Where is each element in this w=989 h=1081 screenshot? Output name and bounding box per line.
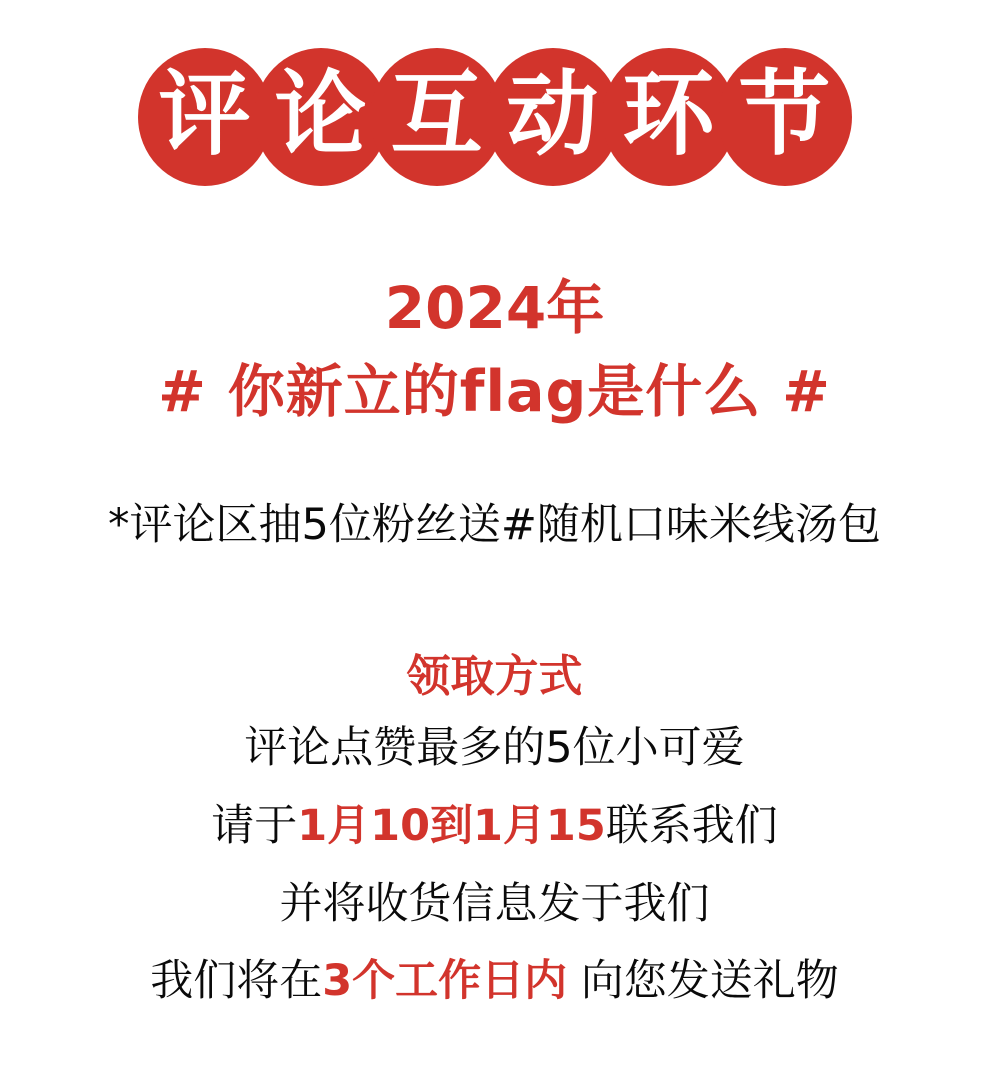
title-circle — [138, 48, 272, 186]
title-badge — [0, 48, 989, 186]
claim-line-delivery — [0, 954, 989, 1008]
claim-line2-prefix: 请于 — [211, 801, 298, 851]
claim-line-winners: 评论点赞最多的5位小可爱 — [244, 723, 745, 773]
title-circle — [602, 48, 736, 186]
claim-method-heading: 领取方式 — [406, 651, 583, 702]
highlight-date-range: 1月10到1月15 — [297, 801, 606, 851]
claim-line4-prefix: 我们将在 — [150, 956, 323, 1006]
title-char: 节 — [738, 61, 831, 168]
claim-line-contact-period — [0, 799, 989, 853]
claim-line4-suffix: 向您发送礼物 — [567, 956, 839, 1006]
claim-line-shipping-info: 并将收货信息发于我们 — [279, 879, 710, 929]
title-char: 动 — [506, 61, 599, 168]
title-circle — [254, 48, 388, 186]
title-char: 互 — [390, 61, 483, 168]
title-circle — [370, 48, 504, 186]
title-char: 环 — [622, 61, 715, 168]
title-circle — [486, 48, 620, 186]
prize-note: *评论区抽5位粉丝送#随机口味米线汤包 — [108, 500, 881, 550]
highlight-processing-time: 3个工作日内 — [322, 956, 568, 1006]
hashtag-topic-heading: # 你新立的flag是什么 # — [158, 359, 831, 425]
title-circle — [718, 48, 852, 186]
year-heading: 2024年 — [384, 274, 605, 342]
title-char: 评 — [158, 61, 251, 168]
title-char: 论 — [274, 61, 367, 168]
claim-line2-suffix: 联系我们 — [605, 801, 778, 851]
